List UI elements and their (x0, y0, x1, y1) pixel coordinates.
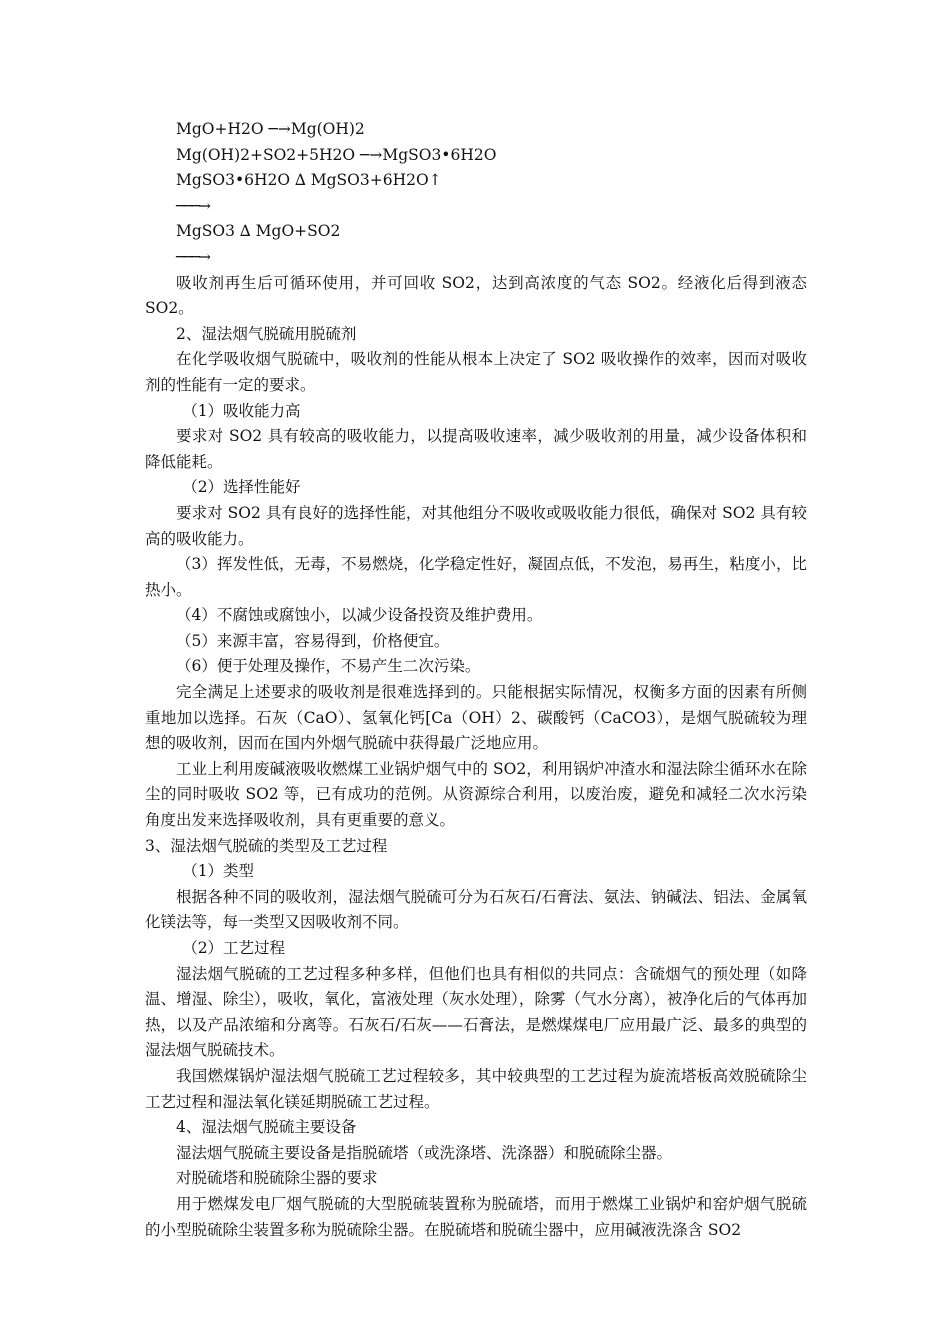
reaction-arrow: ───→ (176, 247, 209, 266)
paragraph: （3）挥发性低，无毒，不易燃烧，化学稳定性好，凝固点低，不发泡，易再生，粘度小，比热小。 (145, 555, 807, 599)
paragraph: 吸收剂再生后可循环使用，并可回收 SO2，达到高浓度的气态 SO2。经液化后得到液态 SO2。 (145, 273, 807, 318)
paragraph: 用于燃煤发电厂烟气脱硫的大型脱硫装置称为脱硫塔，而用于燃煤工业锅炉和窑炉烟气脱硫的小型脱硫除尘装置多称为脱硫除尘器。在脱硫塔和脱硫尘器中，应用碱液洗涤含 SO2 (145, 1194, 807, 1239)
paragraph: （1）类型 (182, 862, 255, 881)
paragraph: （2）工艺过程 (182, 939, 286, 957)
reaction-arrow: ───→ (176, 196, 209, 215)
paragraph: 4、湿法烟气脱硫主要设备 (176, 1118, 357, 1137)
paragraph: 根据各种不同的吸收剂，湿法烟气脱硫可分为石灰石/石膏法、氨法、钠碱法、铝法、金属氧化镁法等，每一类型又因吸收剂不同。 (145, 887, 807, 932)
paragraph: （4）不腐蚀或腐蚀小，以减少设备投资及维护费用。 (176, 606, 543, 625)
paragraph-block (145, 271, 807, 1244)
paragraph: 工业上利用废碱液吸收燃煤工业锅炉烟气中的 SO2，利用锅炉冲渣水和湿法除尘循环水在除尘的同时吸收 SO2 等，已有成功的范例。从资源综合利用，以废治废，避免和减轻二次水污染角度出发来选择吸收剂，具有更重要的意义。 (145, 759, 807, 830)
paragraph: 2、湿法烟气脱硫用脱硫剂 (176, 324, 357, 343)
paragraph: 3、湿法烟气脱硫的类型及工艺过程 (145, 836, 388, 855)
chemical-equation: MgO+H2O ─→Mg(OH)2 (176, 120, 365, 138)
paragraph: 在化学吸收烟气脱硫中，吸收剂的性能从根本上决定了 SO2 吸收操作的效率，因而对吸收剂的性能有一定的要求。 (145, 350, 807, 394)
paragraph: （6）便于处理及操作，不易产生二次污染。 (176, 657, 481, 676)
formula-block (145, 117, 807, 271)
paragraph: 湿法烟气脱硫的工艺过程多种多样，但他们也具有相似的共同点：含硫烟气的预处理（如降温、增湿、除尘），吸收，氧化，富液处理（灰水处理），除雾（气水分离），被净化后的气体再加热，以及产品浓缩和分离等。石灰石/石灰——石膏法，是燃煤煤电厂应用最广泛、最多的典型的湿法烟气脱硫技术。 (145, 964, 807, 1060)
chemical-equation: MgSO3•6H2O ∆ MgSO3+6H2O↑ (176, 171, 442, 190)
chemical-equation: Mg(OH)2+SO2+5H2O ─→MgSO3•6H2O (176, 145, 497, 164)
paragraph: 湿法烟气脱硫主要设备是指脱硫塔（或洗涤塔、洗涤器）和脱硫除尘器。 (176, 1143, 673, 1162)
paragraph: 完全满足上述要求的吸收剂是很难选择到的。只能根据实际情况，权衡多方面的因素有所侧重地加以选择。石灰（CaO）、氢氧化钙[Ca（OH）2、碳酸钙（CaCO3），是烟气脱硫较为理想的吸收剂，因而在国内外烟气脱硫中获得最广泛地应用。 (145, 683, 807, 753)
chemical-equation: MgSO3 ∆ MgO+SO2 (176, 222, 341, 241)
document-page (145, 117, 807, 1243)
paragraph: 我国燃煤锅炉湿法烟气脱硫工艺过程较多，其中较典型的工艺过程为旋流塔板高效脱硫除尘工艺过程和湿法氧化镁延期脱硫工艺过程。 (145, 1066, 807, 1111)
paragraph: 要求对 SO2 具有较高的吸收能力，以提高吸收速率，减少吸收剂的用量，减少设备体积和降低能耗。 (145, 427, 807, 471)
paragraph: 要求对 SO2 具有良好的选择性能，对其他组分不吸收或吸收能力很低，确保对 SO2 具有较高的吸收能力。 (145, 503, 807, 548)
paragraph: （1）吸收能力高 (182, 401, 301, 420)
paragraph: （5）来源丰富，容易得到，价格便宜。 (176, 631, 450, 650)
paragraph: 对脱硫塔和脱硫除尘器的要求 (176, 1169, 378, 1188)
paragraph: （2）选择性能好 (182, 478, 301, 497)
